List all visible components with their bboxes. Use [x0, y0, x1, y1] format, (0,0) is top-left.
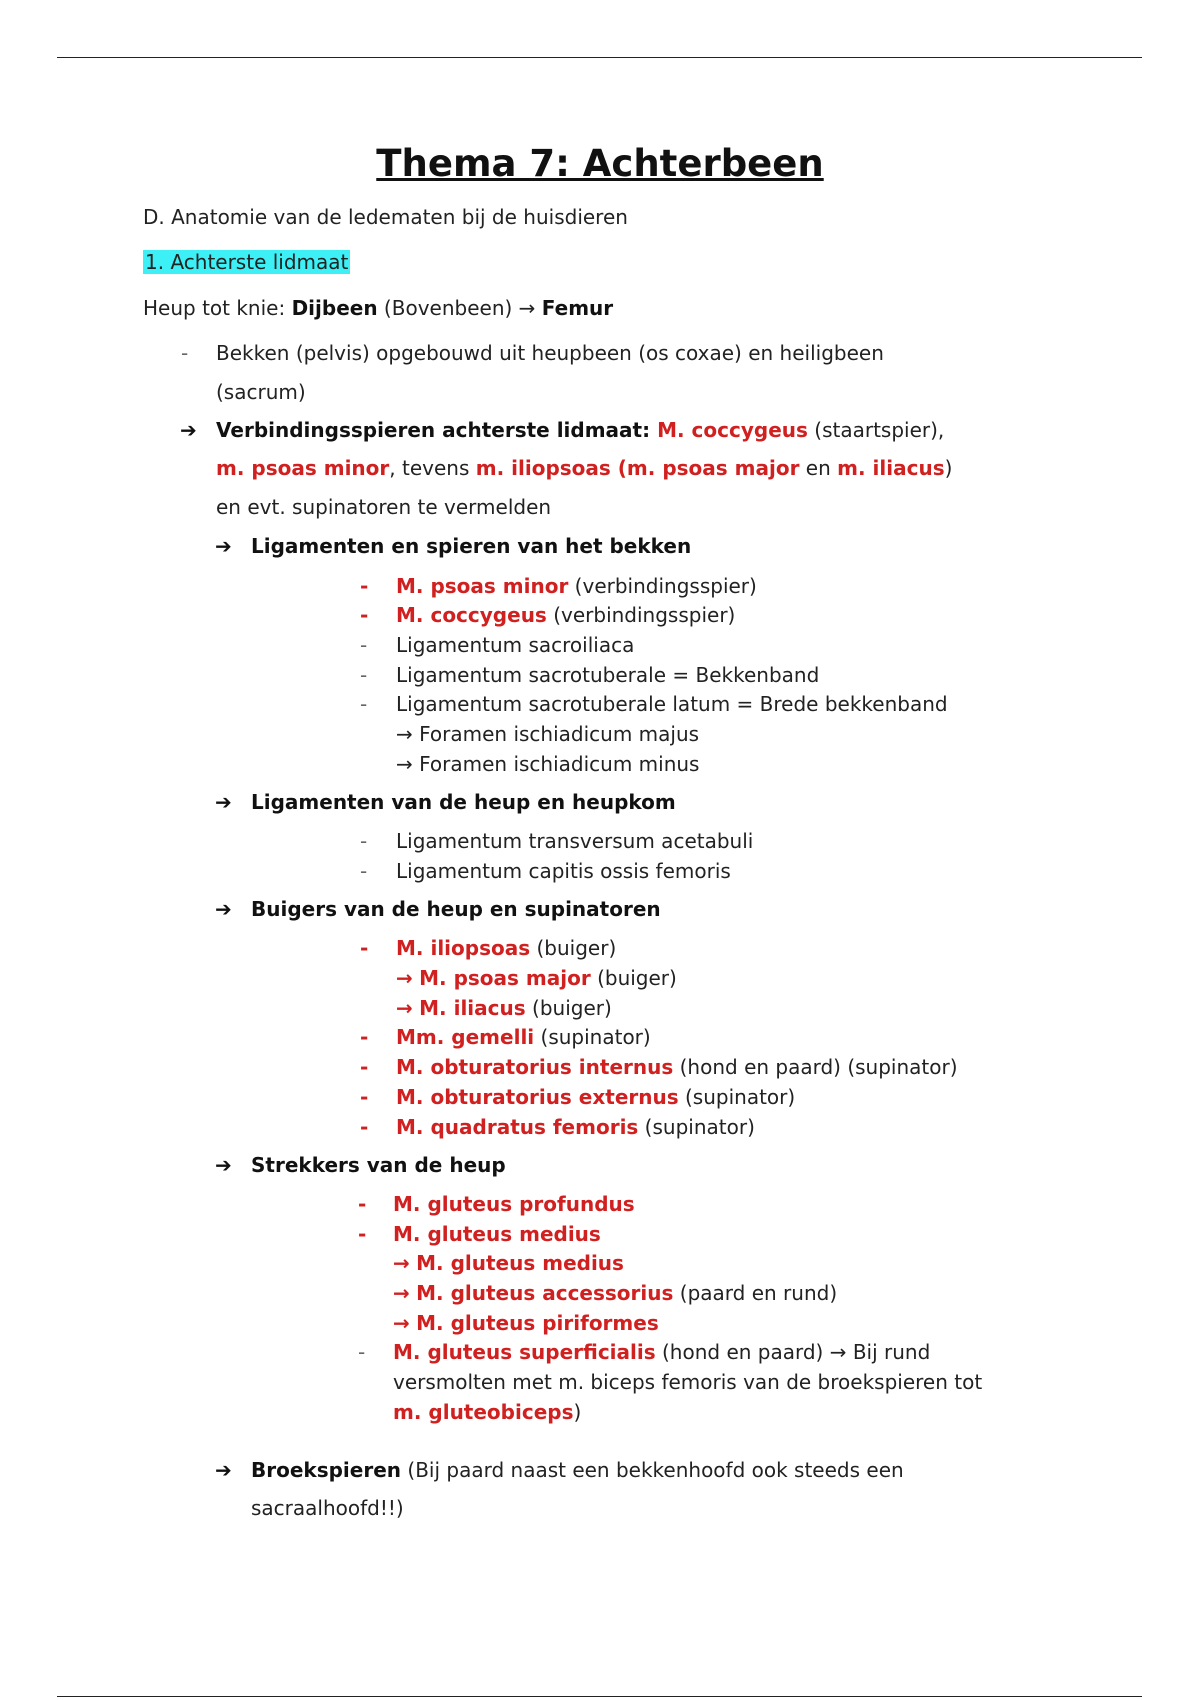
list-item: Ligamentum capitis ossis femoris [396, 859, 731, 883]
broekspieren-line2: sacraalhoofd!!) [251, 1496, 404, 1520]
list-item: M. gluteus profundus [393, 1192, 635, 1216]
bullet-dash: - [360, 859, 368, 883]
sub-item: → M. iliacus (buiger) [396, 996, 612, 1020]
list-item: M. coccygeus (verbindingsspier) [396, 603, 736, 627]
sub-item: → M. psoas major (buiger) [396, 966, 677, 990]
bullet-dash: - [360, 603, 369, 627]
list-item: M. gluteus superficialis (hond en paard) → Bij rund [393, 1340, 931, 1364]
arrow-icon: ➔ [215, 790, 232, 814]
bullet-dash: - [360, 1055, 369, 1079]
list-item: M. obturatorius externus (supinator) [396, 1085, 796, 1109]
page-title: Thema 7: Achterbeen [376, 142, 824, 185]
list-item-continuation: m. gluteobiceps) [393, 1400, 582, 1424]
arrow-icon: ➔ [215, 534, 232, 558]
arrow-icon: ➔ [215, 1458, 232, 1482]
bullet-dash: - [360, 692, 368, 716]
list-item: Ligamentum sacrotuberale latum = Brede bekkenband [396, 692, 948, 716]
bullet-dash: - [360, 574, 369, 598]
top-rule [57, 57, 1142, 58]
arrow-icon: ➔ [215, 897, 232, 921]
list-item: M. psoas minor (verbindingsspier) [396, 574, 757, 598]
bullet-dash: - [358, 1192, 367, 1216]
bullet-dash: - [358, 1222, 367, 1246]
bullet-dash: - [360, 633, 368, 657]
list-item: M. gluteus medius [393, 1222, 601, 1246]
sub-item: → Foramen ischiadicum majus [396, 722, 700, 746]
heading-broekspieren: Broekspieren (Bij paard naast een bekkenhoofd ook steeds een [251, 1458, 904, 1482]
list-item: Ligamentum transversum acetabuli [396, 829, 754, 853]
arrow-icon: ➔ [180, 418, 197, 442]
list-item: Ligamentum sacroiliaca [396, 633, 635, 657]
subtitle: D. Anatomie van de ledematen bij de huisdieren [143, 205, 628, 229]
verbindingsspieren-line1: Verbindingsspieren achterste lidmaat: M. coccygeus (staartspier), [216, 418, 945, 442]
list-item: M. iliopsoas (buiger) [396, 936, 617, 960]
sub-item: → M. gluteus medius [393, 1251, 624, 1275]
arrow-icon: ➔ [215, 1153, 232, 1177]
list-item-continuation: versmolten met m. biceps femoris van de broekspieren tot [393, 1370, 983, 1394]
bekken-line1: Bekken (pelvis) opgebouwd uit heupbeen (os coxae) en heiligbeen [216, 341, 884, 365]
bullet-dash: - [181, 341, 189, 365]
sub-item: → M. gluteus piriformes [393, 1311, 659, 1335]
heading-strekkers: Strekkers van de heup [251, 1153, 506, 1177]
bullet-dash: - [360, 1115, 369, 1139]
bottom-rule [57, 1696, 1142, 1697]
sub-item: → Foramen ischiadicum minus [396, 752, 700, 776]
bekken-line2: (sacrum) [216, 380, 306, 404]
bullet-dash: - [360, 663, 368, 687]
sub-item: → M. gluteus accessorius (paard en rund) [393, 1281, 838, 1305]
heading-heup: Ligamenten van de heup en heupkom [251, 790, 676, 814]
list-item: M. obturatorius internus (hond en paard) (supinator) [396, 1055, 958, 1079]
bullet-dash: - [360, 936, 369, 960]
heup-line: Heup tot knie: Dijbeen (Bovenbeen) → Femur [143, 296, 614, 320]
list-item: M. quadratus femoris (supinator) [396, 1115, 755, 1139]
bullet-dash: - [360, 1025, 369, 1049]
section-highlight: 1. Achterste lidmaat [145, 250, 349, 274]
bullet-dash: - [358, 1340, 366, 1364]
bullet-dash: - [360, 829, 368, 853]
verbindingsspieren-line2: m. psoas minor, tevens m. iliopsoas (m. psoas major en m. iliacus) [216, 456, 953, 480]
section-heading [143, 250, 350, 274]
verbindingsspieren-line3: en evt. supinatoren te vermelden [216, 495, 552, 519]
bullet-dash: - [360, 1085, 369, 1109]
list-item: Mm. gemelli (supinator) [396, 1025, 651, 1049]
list-item: Ligamentum sacrotuberale = Bekkenband [396, 663, 820, 687]
heading-bekken: Ligamenten en spieren van het bekken [251, 534, 692, 558]
heading-buigers: Buigers van de heup en supinatoren [251, 897, 661, 921]
